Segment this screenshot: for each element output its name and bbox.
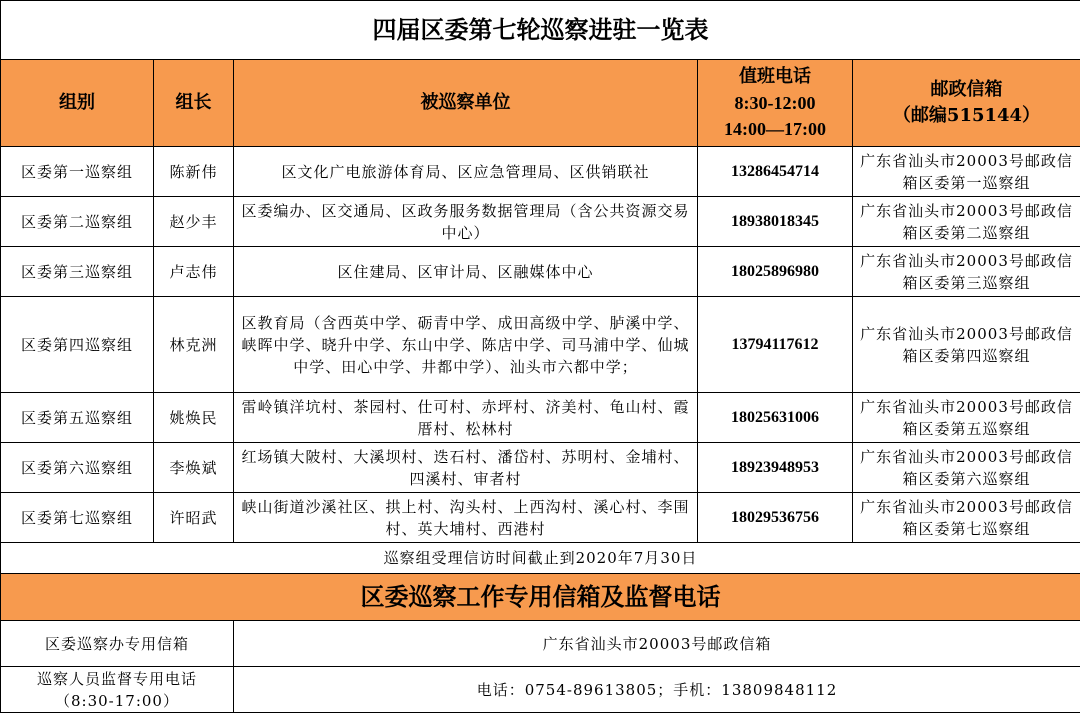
mailbox-label: 区委巡察办专用信箱	[1, 621, 234, 667]
header-phone-time-pm: 14:00—17:00	[724, 119, 826, 139]
table-row	[1, 147, 1080, 197]
group-cell: 区委第六巡察组	[1, 443, 154, 493]
mailbox-cell: 广东省汕头市20003号邮政信箱区委第二巡察组	[853, 197, 1080, 247]
table-row	[1, 297, 1080, 393]
note-row	[1, 543, 1080, 574]
table-row	[1, 393, 1080, 443]
phone-cell: 18025896980	[698, 247, 853, 297]
header-mailbox	[853, 60, 1080, 147]
mailbox-cell: 广东省汕头市20003号邮政信箱区委第四巡察组	[853, 297, 1080, 393]
table-row	[1, 493, 1080, 543]
leader-cell: 李焕斌	[154, 443, 234, 493]
table-row	[1, 197, 1080, 247]
unit-cell: 区文化广电旅游体育局、区应急管理局、区供销联社	[234, 147, 698, 197]
hotline-label-title: 巡察人员监督专用电话	[36, 669, 197, 688]
unit-cell: 峡山街道沙溪社区、拱上村、沟头村、上西沟村、溪心村、李围村、英大埔村、西港村	[234, 493, 698, 543]
leader-cell: 陈新伟	[154, 147, 234, 197]
unit-cell: 区委编办、区交通局、区政务服务数据管理局（含公共资源交易中心）	[234, 197, 698, 247]
title-row	[1, 1, 1080, 60]
mailbox-cell: 广东省汕头市20003号邮政信箱区委第一巡察组	[853, 147, 1080, 197]
mailbox-cell: 广东省汕头市20003号邮政信箱区委第三巡察组	[853, 247, 1080, 297]
table-row	[1, 247, 1080, 297]
hotline-label	[1, 667, 234, 713]
leader-cell: 林克洲	[154, 297, 234, 393]
header-mailbox-postcode: （邮编515144）	[892, 105, 1041, 126]
unit-cell: 雷岭镇洋坑村、茶园村、仕可村、赤坪村、济美村、龟山村、霞厝村、松林村	[234, 393, 698, 443]
leader-cell: 姚焕民	[154, 393, 234, 443]
phone-cell: 18025631006	[698, 393, 853, 443]
group-cell: 区委第一巡察组	[1, 147, 154, 197]
deadline-note: 巡察组受理信访时间截止到2020年7月30日	[1, 543, 1080, 574]
phone-cell: 13794117612	[698, 297, 853, 393]
mailbox-cell: 广东省汕头市20003号邮政信箱区委第六巡察组	[853, 443, 1080, 493]
group-cell: 区委第五巡察组	[1, 393, 154, 443]
table-title: 四届区委第七轮巡察进驻一览表	[1, 1, 1080, 60]
mailbox-row	[1, 621, 1080, 667]
phone-cell: 13286454714	[698, 147, 853, 197]
mailbox-cell: 广东省汕头市20003号邮政信箱区委第五巡察组	[853, 393, 1080, 443]
header-group: 组别	[1, 60, 154, 147]
hotline-label-hours: （8:30-17:00）	[55, 691, 179, 710]
unit-cell: 区住建局、区审计局、区融媒体中心	[234, 247, 698, 297]
header-mailbox-title: 邮政信箱	[930, 79, 1003, 100]
leader-cell: 卢志伟	[154, 247, 234, 297]
phone-cell: 18938018345	[698, 197, 853, 247]
section2-title: 区委巡察工作专用信箱及监督电话	[1, 574, 1080, 621]
header-phone-time-am: 8:30-12:00	[734, 93, 816, 113]
header-unit: 被巡察单位	[234, 60, 698, 147]
leader-cell: 许昭武	[154, 493, 234, 543]
mailbox-value: 广东省汕头市20003号邮政信箱	[234, 621, 1080, 667]
group-cell: 区委第四巡察组	[1, 297, 154, 393]
group-cell: 区委第二巡察组	[1, 197, 154, 247]
header-leader: 组长	[154, 60, 234, 147]
unit-cell: 红场镇大陂村、大溪坝村、迭石村、潘岱村、苏明村、金埔村、四溪村、审者村	[234, 443, 698, 493]
mailbox-cell: 广东省汕头市20003号邮政信箱区委第七巡察组	[853, 493, 1080, 543]
group-cell: 区委第三巡察组	[1, 247, 154, 297]
phone-cell: 18923948953	[698, 443, 853, 493]
table-row	[1, 443, 1080, 493]
hotline-value: 电话：0754-89613805；手机：13809848112	[234, 667, 1080, 713]
header-phone	[698, 60, 853, 147]
section2-title-row	[1, 574, 1080, 621]
header-phone-title: 值班电话	[739, 66, 811, 87]
header-row	[1, 60, 1080, 147]
phone-cell: 18029536756	[698, 493, 853, 543]
hotline-row	[1, 667, 1080, 713]
group-cell: 区委第七巡察组	[1, 493, 154, 543]
leader-cell: 赵少丰	[154, 197, 234, 247]
unit-cell: 区教育局（含西英中学、砺青中学、成田高级中学、胪溪中学、峡晖中学、晓升中学、东山中学、陈店中学、司马浦中学、仙城中学、田心中学、井都中学）、汕头市六都中学；	[234, 297, 698, 393]
